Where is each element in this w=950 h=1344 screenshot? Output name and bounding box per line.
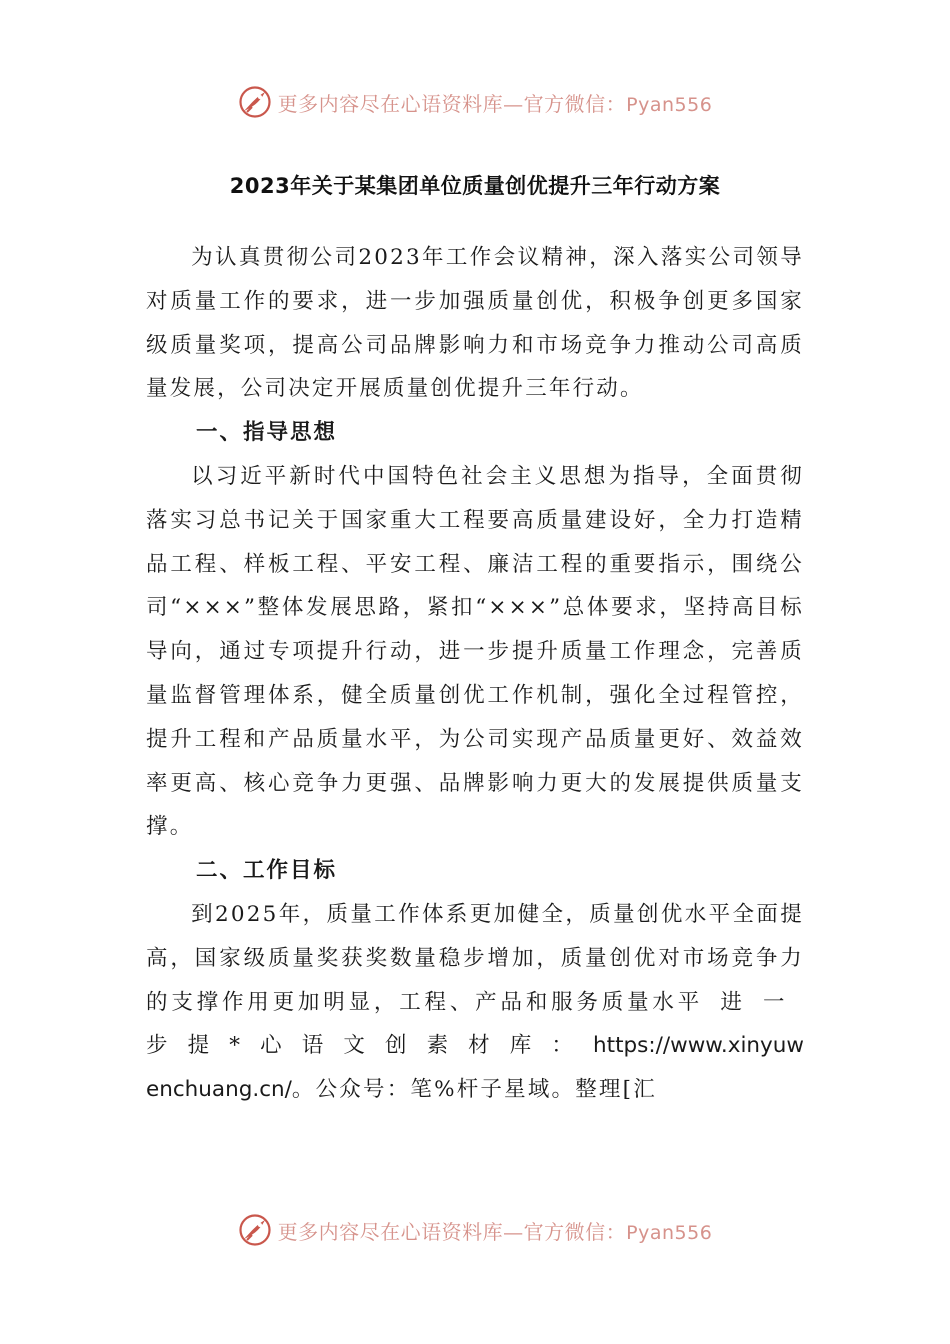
pen-nib-circle-icon: [238, 1213, 272, 1247]
watermark-site-text: 更多内容尽在心语资料库: [277, 91, 504, 116]
work-goals-paragraph: [146, 893, 804, 1112]
source-url-tail: www.xinyuwenchuang.cn/: [146, 1033, 804, 1103]
pen-nib-circle-icon: [238, 85, 272, 119]
watermark-wechat-id: Pyan556: [626, 1221, 713, 1244]
source-url-head: https://: [593, 1033, 671, 1059]
watermark-wechat-label: 官方微信：: [523, 91, 627, 116]
intro-paragraph: 为认真贯彻公司2023年工作会议精神，深入落实公司领导对质量工作的要求，进一步加强质量创优，积极争创更多国家级质量奖项，提高公司品牌影响力和市场竞争力推动公司高质量发展，公司决定开展质量创优提升三年行动。: [146, 245, 804, 402]
watermark-wechat-id: Pyan556: [626, 93, 713, 116]
work-goals-spaced-text: 平进一步提*心语文创素材库：: [146, 989, 804, 1059]
watermark-dash: —: [503, 1219, 524, 1244]
work-goals-text: 到2025年，质量工作体系更加健全，质量创优水平全面提高，国家级质量奖获奖数量稳步增加，质量创优对市场竞争力的支撑作用更加明显，工程、产品和服务质量水: [146, 901, 804, 1015]
guiding-ideology-paragraph: 以习近平新时代中国特色社会主义思想为指导，全面贯彻落实习总书记关于国家重大工程要高质量建设好，全力打造精品工程、样板工程、平安工程、廉洁工程的重要指示，围绕公司“×××”整体发展思路，紧扣“×××”总体要求，坚持高目标导向，通过专项提升行动，进一步提升质量工作理念，完善质量监督管理体系，健全质量创优工作机制，强化全过程管控，提升工程和产品质量水平，为公司实现产品质量更好、效益效率更高、核心竞争力更强、品牌影响力更大的发展提供质量支撑。: [146, 463, 804, 840]
section-heading-guiding-ideology: 一、指导思想: [196, 420, 338, 446]
watermark-banner-bottom: [0, 1206, 950, 1254]
watermark-banner-top: [0, 78, 950, 126]
section-heading-work-goals: 二、工作目标: [196, 858, 338, 884]
watermark-site-text: 更多内容尽在心语资料库: [277, 1219, 504, 1244]
watermark-wechat-label: 官方微信：: [523, 1219, 627, 1244]
document-title: 2023年关于某集团单位质量创优提升三年行动方案: [229, 174, 721, 198]
watermark-dash: —: [503, 91, 524, 116]
document-body: [146, 236, 804, 1112]
work-goals-tail-text: 。公众号：笔%杆子星域。整理[汇: [291, 1077, 657, 1103]
